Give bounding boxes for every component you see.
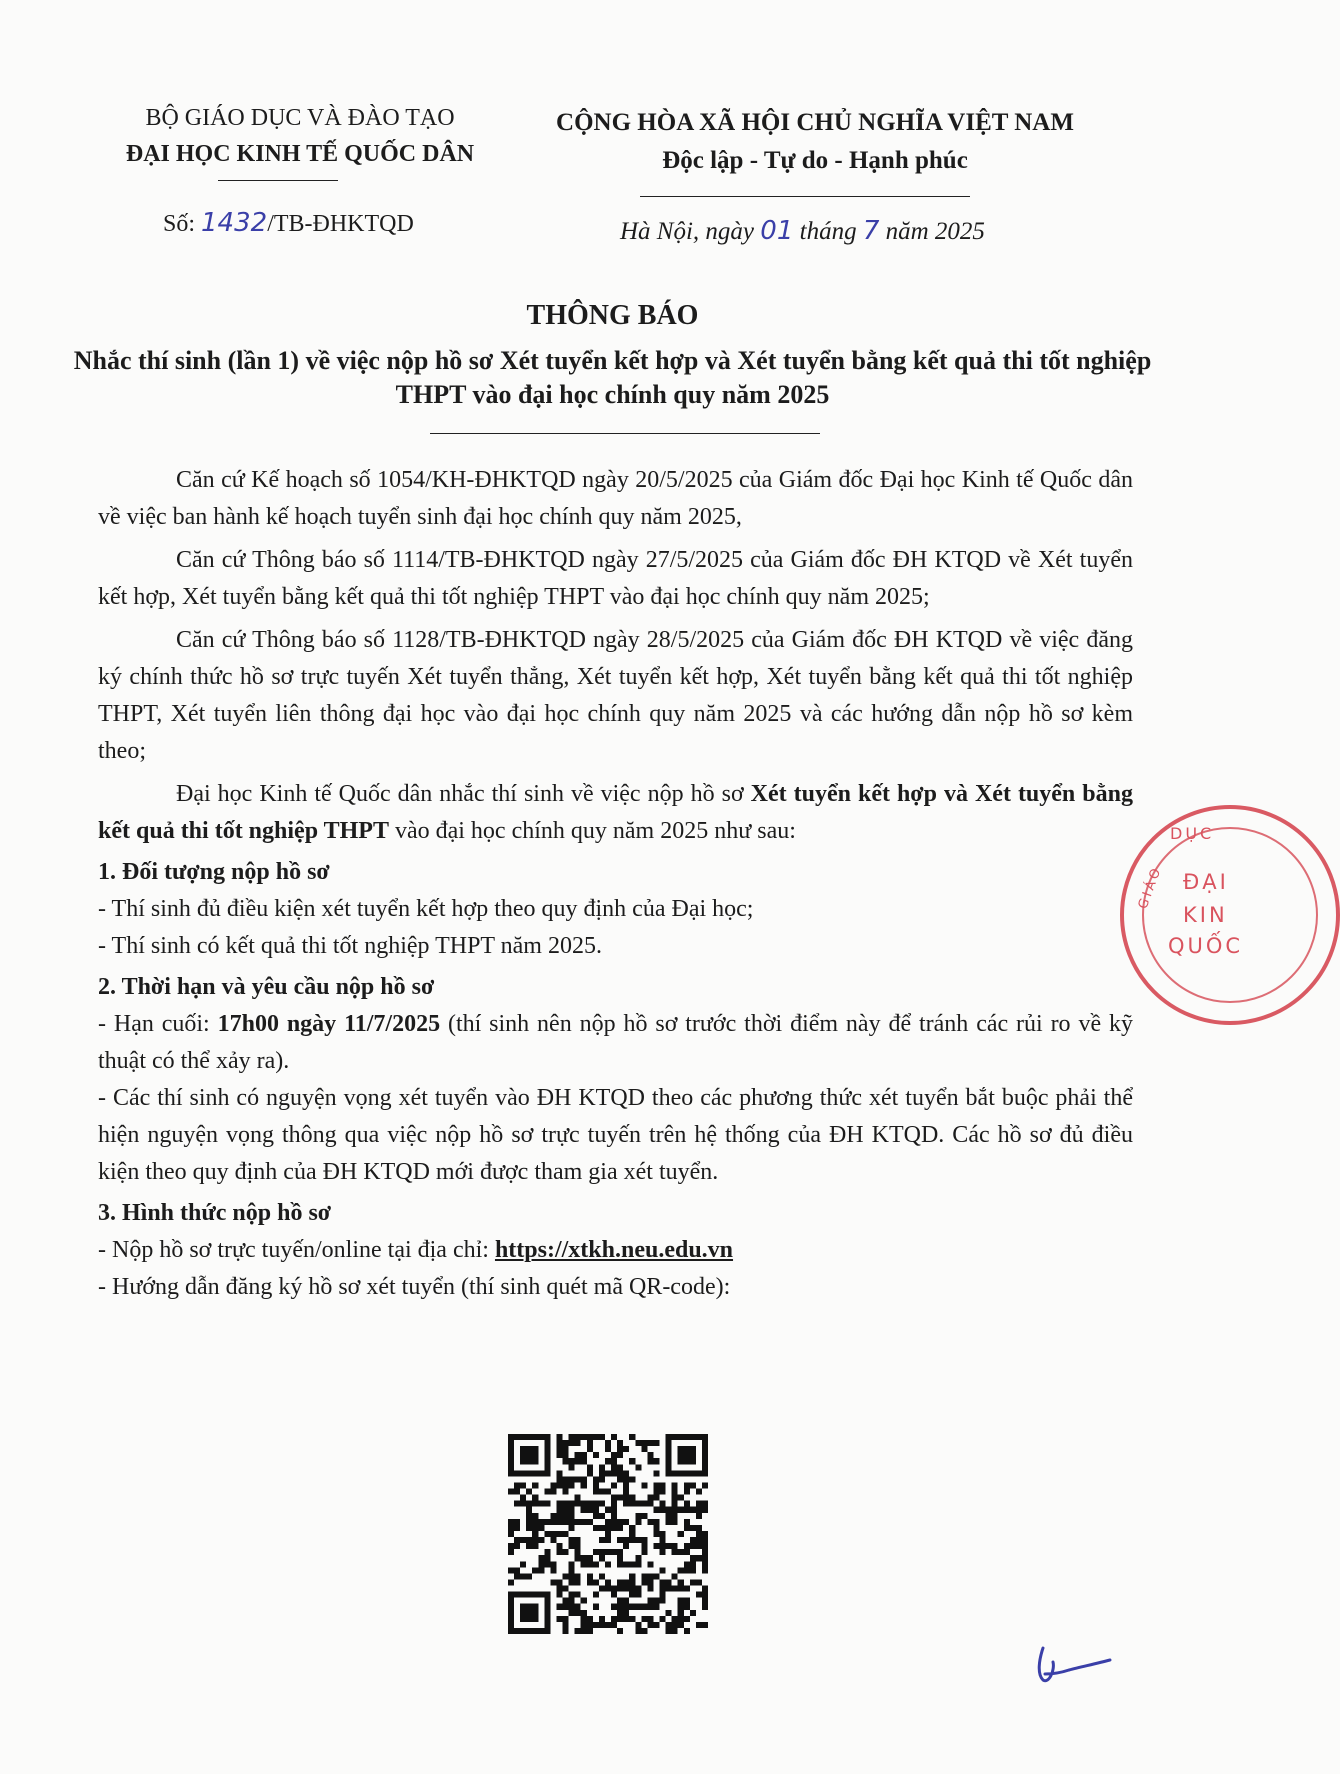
- date-day-handwritten: 01: [760, 216, 794, 246]
- country-name: CỘNG HÒA XÃ HỘI CHỦ NGHĨA VIỆT NAM: [556, 109, 1074, 136]
- document-body: [98, 462, 1133, 1306]
- header-left-underline: [218, 180, 338, 181]
- paragraph-2: Căn cứ Thông báo số 1114/TB-ĐHKTQD ngày 27/5/2025 của Giám đốc ĐH KTQD về Xét tuyển kết hợp, Xét tuyển bằng kết quả thi tốt nghiệp THPT vào đại học chính quy năm 2025;: [98, 547, 1133, 610]
- qr-code: [508, 1434, 708, 1634]
- signature-mark: [1035, 1640, 1115, 1690]
- section-2-title: 2. Thời hạn và yêu cầu nộp hồ sơ: [98, 974, 435, 1000]
- paragraph-1: Căn cứ Kế hoạch số 1054/KH-ĐHKTQD ngày 20/5/2025 của Giám đốc Đại học Kinh tế Quốc dân về việc ban hành kế hoạch tuyển sinh đại học chính quy năm 2025,: [98, 467, 1133, 530]
- document-number-handwritten: 1432: [201, 208, 268, 238]
- paragraph-3: Căn cứ Thông báo số 1128/TB-ĐHKTQD ngày 28/5/2025 của Giám đốc ĐH KTQD về việc đăng ký chính thức hồ sơ trực tuyến Xét tuyển thẳng, Xét tuyển kết hợp, Xét tuyển bằng kết quả thi tốt nghiệp THPT, Xét tuyển liên thông đại học vào đại học chính quy năm 2025 và các hướng dẫn nộp hồ sơ kèm theo;: [98, 627, 1133, 764]
- qr-finder-pattern: [511, 1595, 547, 1631]
- header-left: [100, 100, 500, 172]
- qr-finder-pattern: [511, 1437, 547, 1473]
- document-subtitle: Nhắc thí sinh (lần 1) về việc nộp hồ sơ Xét tuyển kết hợp và Xét tuyển bằng kết quả thi tốt nghiệp THPT vào đại học chính quy năm 2025: [73, 346, 1152, 409]
- section-3-item-2: - Hướng dẫn đăng ký hồ sơ xét tuyển (thí sinh quét mã QR-code):: [98, 1274, 731, 1300]
- section-1-item-1: - Thí sinh đủ điều kiện xét tuyển kết hợp theo quy định của Đại học;: [98, 896, 754, 922]
- title-underline: [430, 433, 820, 434]
- header-right-underline: [640, 196, 970, 197]
- application-link[interactable]: https://xtkh.neu.edu.vn: [494, 1237, 734, 1263]
- section-2-item-1: - Hạn cuối: 17h00 ngày 11/7/2025 (thí sinh nên nộp hồ sơ trước thời điểm này để tránh các rủi ro về kỹ thuật có thể xảy ra).: [98, 1011, 1133, 1074]
- section-2-item-2: - Các thí sinh có nguyện vọng xét tuyển vào ĐH KTQD theo các phương thức xét tuyển bắt buộc phải thể hiện nguyện vọng thông qua việc nộp hồ sơ trực tuyến trên hệ thống của ĐH KTQD. Các hồ sơ đủ điều kiện theo quy định của ĐH KTQD mới được tham gia xét tuyển.: [98, 1085, 1133, 1185]
- section-3-title: 3. Hình thức nộp hồ sơ: [98, 1200, 332, 1226]
- document-title: THÔNG BÁO: [526, 300, 699, 331]
- stamp-text-arc-top: DỤC: [1170, 824, 1215, 843]
- header-right: [535, 104, 1095, 180]
- section-3-item-1: - Nộp hồ sơ trực tuyến/online tại địa chỉ: https://xtkh.neu.edu.vn: [98, 1237, 734, 1263]
- stamp-inner-ring: [1142, 827, 1318, 1003]
- stamp-text-line-1: ĐẠI: [1183, 870, 1229, 894]
- document-date: Hà Nội, ngày 01 tháng 7 năm 2025: [620, 216, 985, 246]
- stamp-text-line-3: QUỐC: [1168, 934, 1244, 958]
- ministry-name: BỘ GIÁO DỤC VÀ ĐÀO TẠO: [145, 105, 455, 131]
- national-motto: Độc lập - Tự do - Hạnh phúc: [662, 147, 968, 174]
- stamp-text-arc-left: GIÁO: [1135, 863, 1166, 912]
- stamp-text-line-2: KIN: [1183, 903, 1228, 927]
- section-1-item-2: - Thí sinh có kết quả thi tốt nghiệp THPT năm 2025.: [98, 933, 602, 959]
- qr-finder-pattern: [669, 1437, 705, 1473]
- date-month-handwritten: 7: [862, 216, 880, 246]
- document-number: Số: 1432/TB-ĐHKTQD: [163, 208, 414, 238]
- section-1-title: 1. Đối tượng nộp hồ sơ: [98, 859, 330, 885]
- university-name: ĐẠI HỌC KINH TẾ QUỐC DÂN: [125, 141, 475, 167]
- paragraph-4: Đại học Kinh tế Quốc dân nhắc thí sinh về việc nộp hồ sơ Xét tuyển kết hợp và Xét tuyển bằng kết quả thi tốt nghiệp THPT vào đại học chính quy năm 2025 như sau:: [98, 781, 1133, 844]
- deadline: 17h00 ngày 11/7/2025: [217, 1011, 441, 1037]
- official-stamp: [1120, 805, 1340, 1025]
